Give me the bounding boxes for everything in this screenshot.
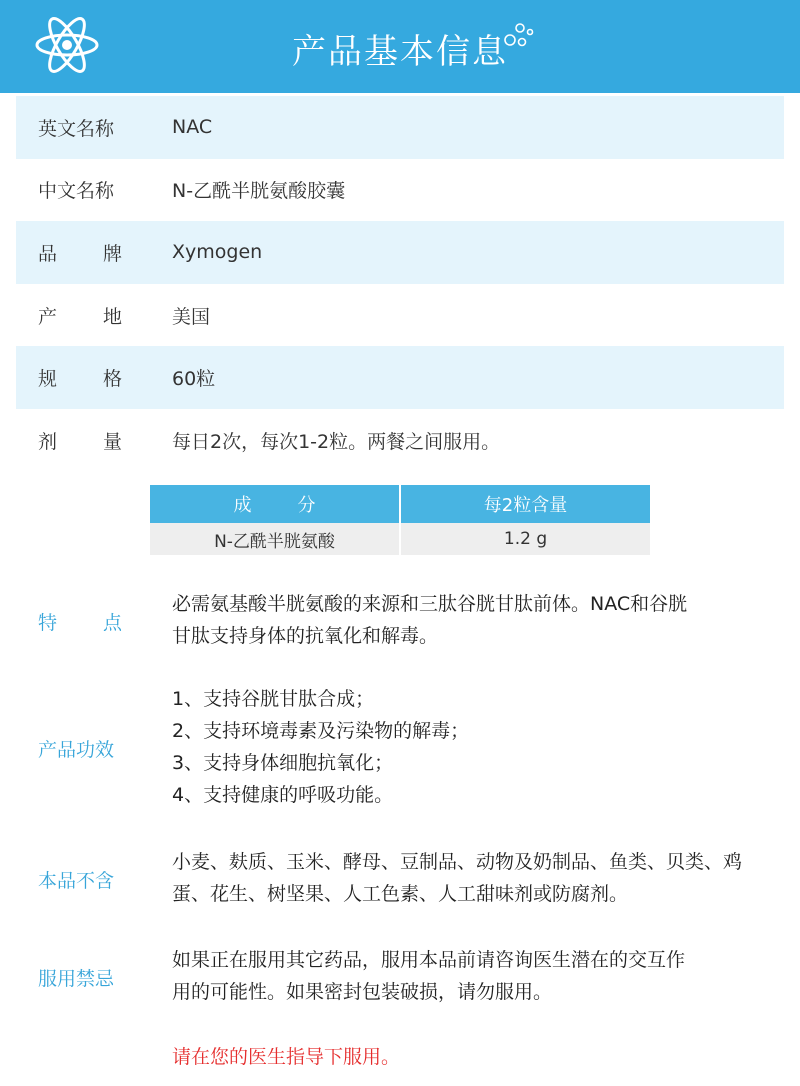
list-item: 2、支持环境毒素及污染物的解毒； <box>172 720 470 742</box>
info-table <box>16 96 784 472</box>
info-value: 60粒 <box>172 368 216 391</box>
info-label: 中文名称 <box>38 180 115 203</box>
ingredients-header <box>150 485 650 523</box>
section-text: 如果正在服用其它药品，服用本品前请咨询医生潜在的交互作 用的可能性。如果密封包装破损，请勿服用。 <box>172 949 686 1003</box>
section-text: 必需氨基酸半胱氨酸的来源和三肽谷胱甘肽前体。NAC和谷胱 甘肽支持身体的抗氧化和解毒。 <box>172 593 688 647</box>
info-label: 英文名称 <box>38 117 115 140</box>
info-value: 美国 <box>172 305 211 328</box>
info-label: 品 牌 <box>38 242 122 265</box>
column-header-ingredient: 成 分 <box>233 495 316 516</box>
list-item: 4、支持健康的呼吸功能。 <box>172 784 394 806</box>
info-row-chinese-name <box>16 159 784 222</box>
table-row <box>150 523 650 555</box>
section-label: 本品不含 <box>38 870 115 892</box>
ingredients-table <box>150 485 650 555</box>
header-banner <box>0 0 800 93</box>
info-label: 规 格 <box>38 368 122 391</box>
info-value: Xymogen <box>172 241 263 264</box>
info-value: NAC <box>172 116 213 139</box>
section-text: 小麦、麸质、玉米、酵母、豆制品、动物及奶制品、鱼类、贝类、鸡 蛋、花生、树坚果、人工色素、人工甜味剂或防腐剂。 <box>172 851 743 905</box>
info-value: N-乙酰半胱氨酸胶囊 <box>172 180 346 203</box>
list-item: 3、支持身体细胞抗氧化； <box>172 752 394 774</box>
section-text <box>172 683 750 811</box>
section-label: 产品功效 <box>38 739 115 761</box>
info-row-dosage <box>16 409 784 472</box>
ingredient-name: N-乙酰半胱氨酸 <box>214 531 335 552</box>
ingredient-amount: 1.2 g <box>399 523 650 555</box>
info-value: 每日2次，每次1-2粒。两餐之间服用。 <box>172 430 501 453</box>
column-header-amount: 每2粒含量 <box>399 485 650 523</box>
info-row-english-name <box>16 96 784 159</box>
page-title: 产品基本信息 <box>292 32 508 72</box>
list-item: 1、支持谷胱甘肽合成； <box>172 688 375 710</box>
section-label: 服用禁忌 <box>38 968 115 990</box>
doctor-warning: 请在您的医生指导下服用。 <box>172 1046 401 1068</box>
info-row-spec <box>16 346 784 409</box>
info-row-origin <box>16 284 784 347</box>
info-row-brand <box>16 221 784 284</box>
info-label: 产 地 <box>38 305 122 328</box>
section-label: 特 点 <box>38 612 122 634</box>
info-label: 剂 量 <box>38 430 122 453</box>
molecule-icon <box>502 18 534 50</box>
